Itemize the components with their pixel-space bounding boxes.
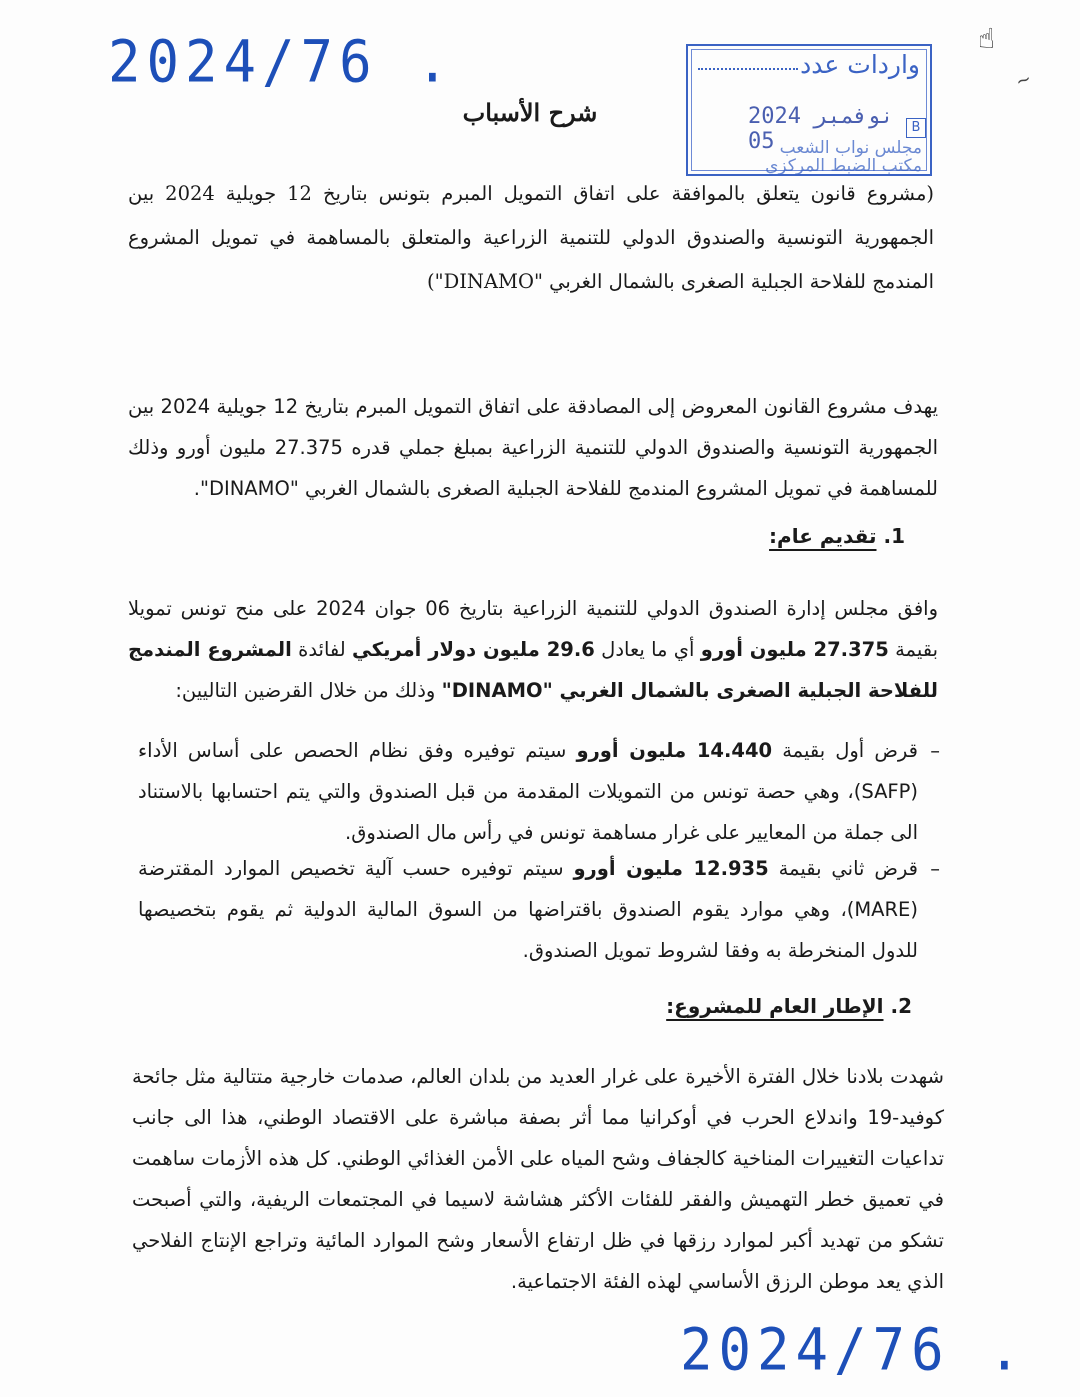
registry-stamp-line1: مجلس نواب الشعب xyxy=(779,138,922,158)
bullet2-amount: 12.935 مليون أورو xyxy=(573,857,769,880)
reference-number-bottom: 2024/76 . xyxy=(680,1315,1027,1384)
para1-text-end: وذلك من خلال القرضين التاليين: xyxy=(175,679,442,702)
section-number: 1. xyxy=(883,524,905,548)
registry-stamp-box-letter: B xyxy=(906,118,926,138)
section-label: تقديم عام: xyxy=(769,524,877,548)
section2-paragraph: شهدت بلادنا خلال الفترة الأخيرة على غرار العديد من بلدان العالم، صدمات خارجية متتالية مثل جائحة كوفيد-19 واندلاع الحرب في أوكرانيا مما أثر بصفة مباشرة على الاقتصاد الوطني، هذا الى جانب تداعيات التغييرات المناخية كالجفاف وشح المياه على الأمن الغذائي الوطني. كل هذه الأزمات ساهمت في تعميق خطر التهميش والفقر للفئات الأكثر هشاشة لاسيما في المجتمعات الريفية، والتي أصبحت تشكو من تهديد أكبر لموارد رزقها في ظل ارتفاع الأسعار وشح الموارد المائية وتراجع الإنتاج الفلاحي الذي يعد موطن الرزق الأساسي لهذه الفئة الاجتماعية. xyxy=(132,1065,944,1293)
registry-stamp xyxy=(686,44,932,176)
document-subject: (مشروع قانون يتعلق بالموافقة على اتفاق التمويل المبرم بتونس بتاريخ 12 جويلية 2024 بين الجمهورية التونسية والصندوق الدولي للتنمية الزراعية والمتعلق بالمساهمة في تمويل المشروع المندمج للفلاحة الجبلية الصغرى بالشمال الغربي "DINAMO") xyxy=(128,182,934,293)
document-title: شرح الأسباب xyxy=(462,98,598,127)
registry-stamp-date: 2024 نوفمبر 05 xyxy=(748,104,894,154)
bullet1-text-start: قرض أول بقيمة xyxy=(772,739,918,762)
bullet1-text-end: سيتم توفيره وفق نظام الحصص على أساس الأداء (SAFP)، وهي حصة تونس من التمويلات المقدمة من قبل الصندوق والتي يتم احتسابها بالاستناد الى جملة من المعايير على غرار مساهمة تونس في رأس مال الصندوق. xyxy=(138,739,918,844)
para1-text-mid: أي ما يعادل xyxy=(594,638,701,661)
intro-paragraph: يهدف مشروع القانون المعروض إلى المصادقة على اتفاق التمويل المبرم بتاريخ 12 جويلية 2024 بين الجمهورية التونسية والصندوق الدولي للتنمية الزراعية بمبلغ جملي قدره 27.375 مليون أورو وذلك للمساهمة في تمويل المشروع المندمج للفلاحة الجبلية الصغرى بالشمال الغربي "DINAMO". xyxy=(128,395,939,500)
para1-amount-euro: 27.375 مليون أورو xyxy=(700,638,889,661)
section-heading-1 xyxy=(769,524,905,548)
loan-bullet-1 xyxy=(138,730,940,853)
section1-paragraph xyxy=(128,588,938,711)
registry-stamp-dotted-line xyxy=(698,68,798,70)
registry-stamp-title: واردات عدد xyxy=(800,50,920,79)
bullet2-text-start: قرض ثاني بقيمة xyxy=(768,857,918,880)
section-heading-2 xyxy=(666,994,912,1018)
section-label: الإطار العام للمشروع: xyxy=(666,994,884,1018)
para1-project-name: المشروع المندمج للفلاحة الجبلية الصغرى بالشمال الغربي "DINAMO" xyxy=(128,638,938,702)
handwritten-mark-icon: ☝ xyxy=(978,22,996,55)
para1-amount-usd: 29.6 مليون دولار أمريكي xyxy=(352,638,595,661)
bullet-dash: – xyxy=(930,857,940,880)
bullet1-amount: 14.440 مليون أورو xyxy=(576,739,773,762)
para1-text-start: وافق مجلس إدارة الصندوق الدولي للتنمية الزراعية بتاريخ 06 جوان 2024 على منح تونس تمويلا بقيمة xyxy=(128,597,938,661)
bullet-dash: – xyxy=(930,739,940,762)
registry-stamp-line2: مكتب الضبط المركزي xyxy=(765,156,922,176)
scribble-mark-icon: ~ xyxy=(1012,68,1035,93)
para1-text-mid2: لفائدة xyxy=(291,638,353,661)
loan-bullet-2 xyxy=(138,848,940,971)
section-number: 2. xyxy=(890,994,912,1018)
reference-number-top: 2024/76 . xyxy=(108,27,455,96)
bullet2-text-end: سيتم توفيره حسب آلية تخصيص الموارد المقترضة (MARE)، وهي موارد يقوم الصندوق باقتراضها من السوق المالية الدولية ثم يقوم بتخصيصها للدول المنخرطة به وفقا لشروط تمويل الصندوق. xyxy=(138,857,918,962)
